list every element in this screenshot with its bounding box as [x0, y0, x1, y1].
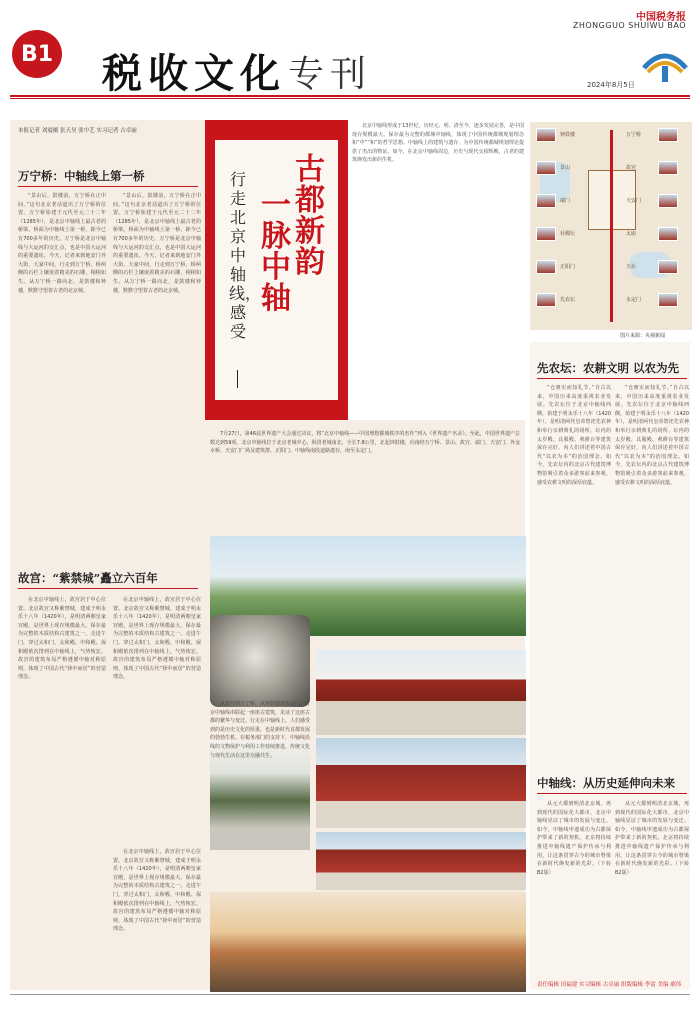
- paper-name-en: ZHONGGUO SHUIWU BAO: [572, 21, 686, 30]
- tax-logo-icon: [640, 38, 690, 88]
- article-text-forbidden-city: 在北京中轴线上，故宫居于中心位置。北京故宫又称紫禁城，建成于明永乐十八年（1420年），是明清两朝皇家宫殿，是世界上现存规模最大、保存最为完整的木质结构古建筑之一。走进午门，穿过太和门，太和殿、中和殿、保和殿依次排列在中轴线上，气势恢宏。故宫的建筑布局严格遵循中轴对称原则，体现了中国古代“择中而居”的营造理念。: [18, 597, 106, 681]
- article-text-xiannong-altar: “仓廪实而知礼节。”自古以来，中国历来高度重视农业发展。先农坛位于北京中轴线西侧，始建于明永乐十八年（1420年），是明清两代皇帝祭祀先农神和举行亲耕典礼的场所。坛内的太岁殿、具服殿、观耕台等建筑保存完好，向人们讲述着中国古代“以农为本”的治国理念。如今，先农坛内的北京古代建筑博物馆吸引着众多游客前来参观，感受农耕文明的深厚底蕴。: [537, 385, 611, 486]
- kicker-dash: [237, 370, 238, 388]
- map-landmark-label: 天坛: [626, 264, 637, 270]
- article-text-axis-future-cont: 从元大都到明清北京城，再到现代的国际化大都市，北京中轴线见证了城市的发展与变迁。如今，中轴线申遗成功为古都保护带来了新的契机。北京将持续推进中轴线遗产保护传承与利用，让这条贯穿古今的城市脊梁在新时代焕发新的光彩。（下转B2版）: [615, 801, 689, 876]
- headline-kicker: 行走北京中轴线，感受: [229, 170, 262, 341]
- section-rule: [537, 793, 687, 794]
- section-title-wanning-bridge: 万宁桥：中轴线上第一桥: [18, 169, 145, 183]
- byline: 本报记者 刘震摄 张天昊 张中艺 实习记者 古卓丽: [18, 128, 137, 134]
- map-landmark-thumb: [658, 194, 678, 208]
- map-landmark-label: 天安门: [626, 198, 642, 204]
- photo-palace-hall: [316, 832, 526, 890]
- page-subtitle: 专刊: [288, 54, 373, 95]
- bottom-rule: [10, 994, 690, 995]
- map-landmark-label: 故宫: [626, 165, 637, 171]
- issue-date: 2024年8月5日: [587, 81, 635, 89]
- section-rule: [18, 186, 198, 187]
- map-landmark-thumb: [536, 161, 556, 175]
- map-landmark-label: 万宁桥: [626, 132, 642, 138]
- banner-inner: [215, 140, 338, 400]
- section-title-forbidden-city: 故宫：“紫禁城”矗立六百年: [18, 571, 158, 585]
- map-landmark-label: 先农坛: [560, 297, 576, 303]
- article-text-center-lower: 从故宫到万宁桥，从钟鼓楼到永定门，北京中轴线串联起一座座古建筑，见证了这座古都的繁华与变迁。行走在中轴线上，人们感受到的是历史文化的厚重，也是新时代首都发展的勃勃生机。在税务部门的支持下，中轴线沿线的文物保护与利用工作持续推进，传统文化与现代生活在这里交融共生。: [210, 701, 311, 759]
- article-intro: 7月27日，第46届世界遗产大会通过决议，将“北京中轴线——中国理想都城秩序的杰作”列入《世界遗产名录》。至此，中国世界遗产总数达到59项。北京中轴线位于北京老城中心，纵贯老城南北，全长7.8公里，北起钟鼓楼，向南经万宁桥、景山、故宫、端门、天安门、外金水桥、天安门广场及建筑群、正阳门、中轴线南段道路遗存，南至永定门。: [210, 431, 520, 455]
- section-rule: [18, 588, 198, 589]
- map-landmark-label: 社稷坛: [560, 231, 576, 237]
- map-caption: 图片来源：央视新闻: [620, 333, 666, 339]
- photo-palace-gate: [316, 650, 526, 735]
- map-landmark-label: 景山: [560, 165, 571, 171]
- section-rule: [537, 378, 687, 379]
- photo-red-wall: [316, 738, 526, 828]
- map-landmark-thumb: [658, 161, 678, 175]
- headline-part-2: 一脉中轴: [261, 188, 291, 316]
- map-landmark-thumb: [658, 227, 678, 241]
- photo-city-skyline: [210, 892, 526, 992]
- map-landmark-thumb: [536, 194, 556, 208]
- map-landmark-label: 正阳门: [560, 264, 576, 270]
- map-landmark-thumb: [536, 260, 556, 274]
- map-landmark-thumb: [536, 227, 556, 241]
- map-landmark-label: 端门: [560, 198, 571, 204]
- article-text-wanning-bridge: “景山后，鼓楼前，万宁桥在正中间。”这句北京老话道出了万宁桥的位置。万宁桥始建于元代至元二十二年（1285年），是北京中轴线上最古老的桥梁。桥面为中轴线上第一桥，距今已有700多年的历史。万宁桥是北京中轴线与大运河的交汇点，也是中国大运河的重要遗址。今天，记者来到地安门外大街，大家中间，行走到万宁桥，桥两侧的石栏上镶嵌着精美的石雕，栩栩如生。从万宁桥一路向北，是鼓楼和钟楼，默默守望着古老的北京城。: [18, 193, 106, 294]
- central-axis-map: [530, 122, 692, 330]
- map-landmark-label: 钟鼓楼: [560, 132, 576, 138]
- editor-credits: 责任编辑 田福建 实习编辑 古卓丽 组版编辑 李雷 美编 郝伟: [537, 982, 682, 988]
- section-title-axis-future: 中轴线：从历史延伸向未来: [537, 776, 675, 790]
- title-banner: [205, 120, 348, 420]
- photo-stone-beast: [210, 615, 310, 707]
- paper-name: 中国税务报: [636, 12, 686, 23]
- map-landmark-label: 太庙: [626, 231, 637, 237]
- article-text-axis-history: 北京中轴线形成于13世纪，历经元、明、清至今，逐步发展完善，是中国现存规模最大、保存最为完整的都城中轴线，体现了中国传统都城规划理念和“中”“和”的哲学思想。中轴线上的建筑与遗存，为中国传统都城规划理论提供了杰出的物证。如今，在北京中轴线周边，历史与现代交相辉映，古老的建筑焕发出新的生机。: [352, 123, 524, 164]
- article-text-wanning-bridge-cont: “景山后，鼓楼前，万宁桥在正中间。”这句北京老话道出了万宁桥的位置。万宁桥始建于元代至元二十二年（1285年），是北京中轴线上最古老的桥梁。桥面为中轴线上第一桥，距今已有700多年的历史。万宁桥是北京中轴线与大运河的交汇点，也是中国大运河的重要遗址。今天，记者来到地安门外大街，大家中间，行走到万宁桥，桥两侧的石栏上镶嵌着精美的石雕，栩栩如生。从万宁桥一路向北，是鼓楼和钟楼，默默守望着古老的北京城。: [113, 193, 201, 294]
- map-landmark-thumb: [536, 128, 556, 142]
- article-text-axis-future: 从元大都到明清北京城，再到现代的国际化大都市，北京中轴线见证了城市的发展与变迁。如今，中轴线申遗成功为古都保护带来了新的契机。北京将持续推进中轴线遗产保护传承与利用，让这条贯穿古今的城市脊梁在新时代焕发新的光彩。（下转B2版）: [537, 801, 611, 876]
- map-axis-line: [610, 130, 613, 322]
- section-title-xiannong-altar: 先农坛：农耕文明 以农为先: [537, 361, 680, 375]
- article-text-forbidden-city-cont2: 在北京中轴线上，故宫居于中心位置。北京故宫又称紫禁城，建成于明永乐十八年（1420年），是明清两朝皇家宫殿，是世界上现存规模最大、保存最为完整的木质结构古建筑之一。走进午门，穿过太和门，太和殿、中和殿、保和殿依次排列在中轴线上，气势恢宏。故宫的建筑布局严格遵循中轴对称原则，体现了中国古代“择中而居”的营造理念。: [113, 849, 201, 933]
- article-text-forbidden-city-cont: 在北京中轴线上，故宫居于中心位置。北京故宫又称紫禁城，建成于明永乐十八年（1420年），是明清两朝皇家宫殿，是世界上现存规模最大、保存最为完整的木质结构古建筑之一。走进午门，穿过太和门，太和殿、中和殿、保和殿依次排列在中轴线上，气势恢宏。故宫的建筑布局严格遵循中轴对称原则，体现了中国古代“择中而居”的营造理念。: [113, 597, 201, 681]
- map-landmark-thumb: [658, 260, 678, 274]
- page-title: 税收文化: [102, 51, 286, 97]
- map-landmark-thumb: [536, 293, 556, 307]
- map-landmark-thumb: [658, 128, 678, 142]
- article-text-xiannong-altar-cont: “仓廪实而知礼节。”自古以来，中国历来高度重视农业发展。先农坛位于北京中轴线西侧，始建于明永乐十八年（1420年），是明清两代皇帝祭祀先农神和举行亲耕典礼的场所。坛内的太岁殿、具服殿、观耕台等建筑保存完好，向人们讲述着中国古代“以农为本”的治国理念。如今，先农坛内的北京古代建筑博物馆吸引着众多游客前来参观，感受农耕文明的深厚底蕴。: [615, 385, 689, 486]
- page-badge: B1: [12, 30, 62, 78]
- map-landmark-label: 永定门: [626, 297, 642, 303]
- headline-part-1: 古都新韵: [295, 152, 325, 280]
- map-landmark-thumb: [658, 293, 678, 307]
